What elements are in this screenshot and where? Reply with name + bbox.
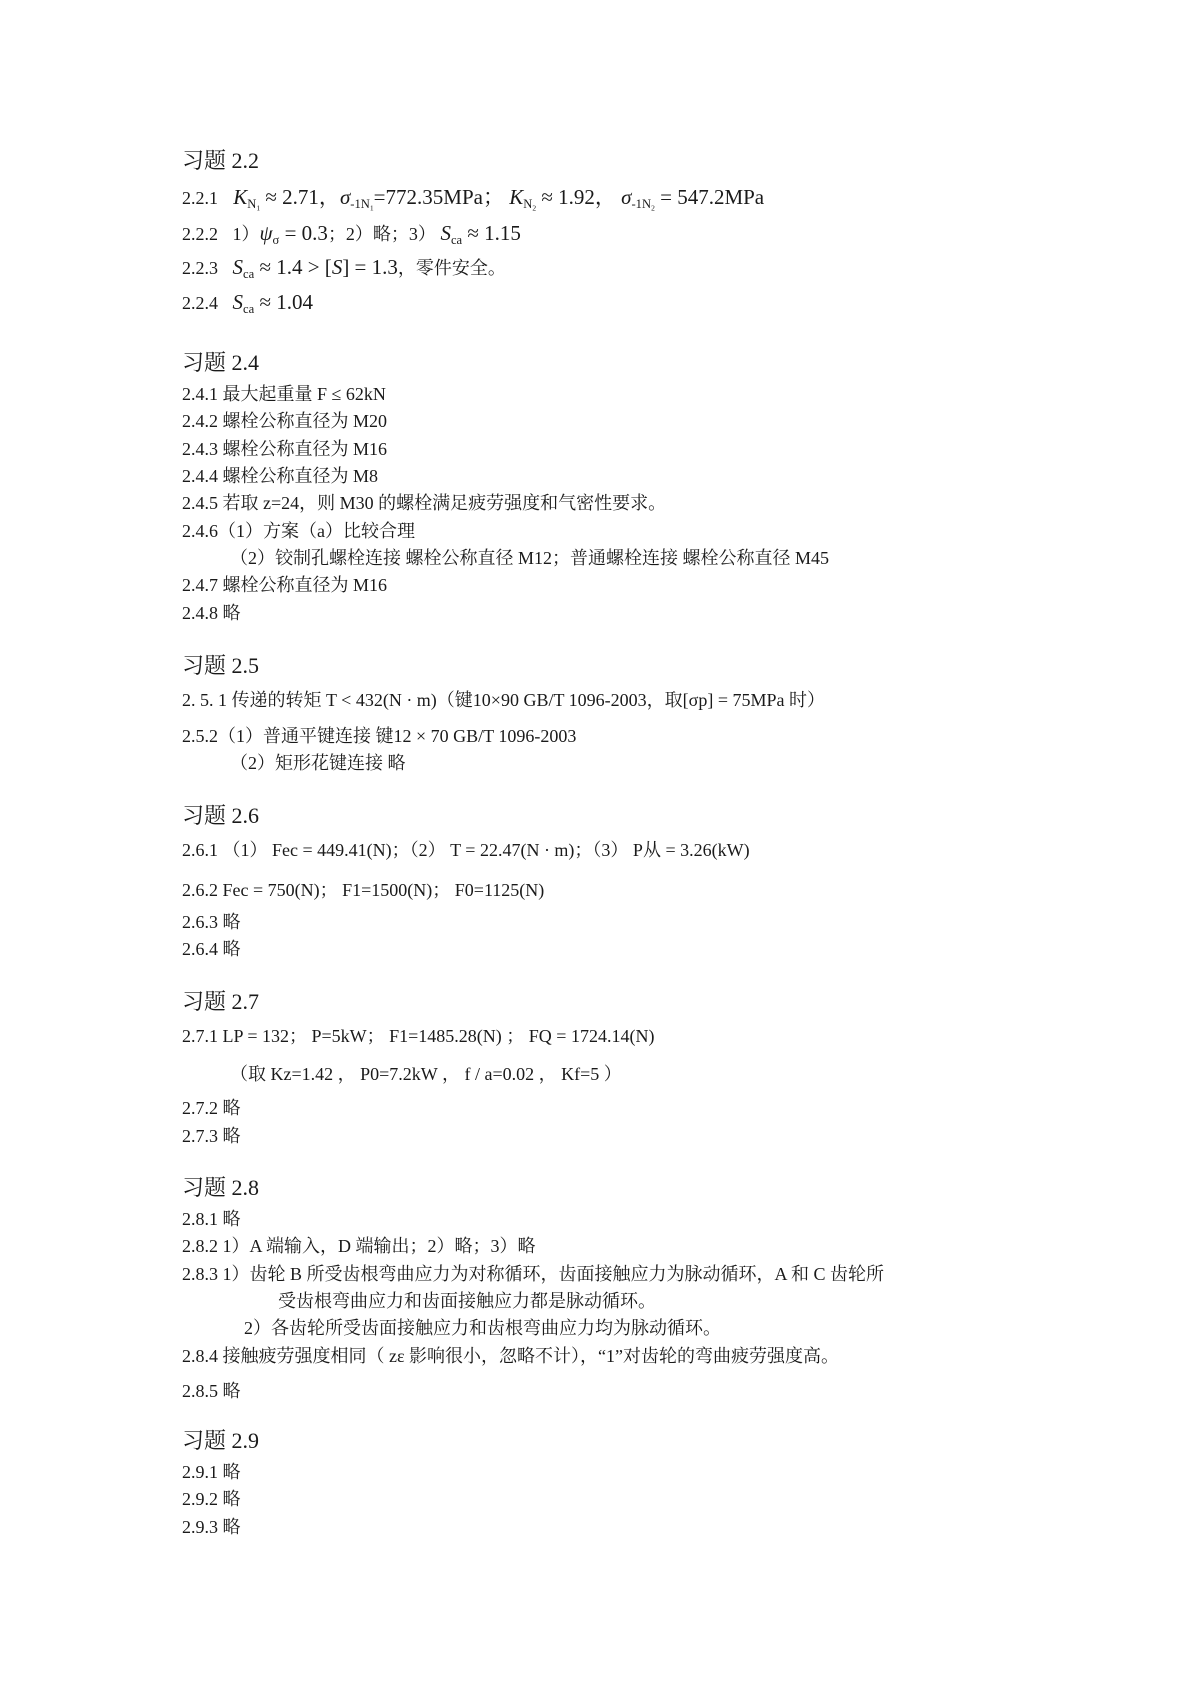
answer-2-4-6: 2.4.6（1）方案（a）比较合理 [182, 521, 415, 541]
answer-2-6-3: 2.6.3 略 [182, 912, 241, 932]
answer-2-4-6-part2: （2）铰制孔螺栓连接 螺栓公称直径 M12；普通螺栓连接 螺栓公称直径 M45 [230, 548, 830, 568]
section-2-7 [182, 988, 1082, 1146]
answer-2-4-5: 2.4.5 若取 z=24，则 M30 的螺栓满足疲劳强度和气密性要求。 [182, 493, 667, 513]
answer-2-6-4: 2.6.4 略 [182, 939, 241, 959]
answer-2-9-2: 2.9.2 略 [182, 1489, 241, 1509]
section-2-4 [182, 349, 1082, 623]
answer-2-7-3: 2.7.3 略 [182, 1126, 241, 1146]
answer-2-6-2: 2.6.2 Fec = 750(N)； F1=1500(N)； F0=1125(N) [182, 880, 545, 900]
answer-2-8-3-part2: 2）各齿轮所受齿面接触应力和齿根弯曲应力均为脉动循环。 [244, 1318, 721, 1338]
answer-2-8-4: 2.8.4 接触疲劳强度相同（ zε 影响很小，忽略不计），“1”对齿轮的弯曲疲劳强度高。 [182, 1346, 840, 1366]
section-2-6 [182, 802, 1082, 959]
answer-2-2-1: 2.2.1 $K_{N_1} \approx 2.71$，$\sigma_{-1N_1}=772.35MPa$； $K_{N_2} \approx 1.92$， $\sigma_{-1N_2} = 547.2MPa$ [182, 185, 765, 213]
section-heading: 习题 2.7 [182, 989, 260, 1014]
answer-2-9-1: 2.9.1 略 [182, 1462, 241, 1482]
section-heading: 习题 2.9 [182, 1428, 260, 1453]
answer-2-2-2: 2.2.2 $1)\psi_\sigma = 0.3$；2）略；3） $S_{ca} \approx 1.15$ [182, 221, 521, 247]
answer-2-7-1: 2.7.1 LP = 132； P=5kW； F1=1485.28(N) ； FQ = 1724.14(N) [182, 1026, 655, 1046]
section-heading: 习题 2.5 [182, 653, 260, 678]
answer-2-8-1: 2.8.1 略 [182, 1209, 241, 1229]
answer-2-6-1: 2.6.1 （1） Fec = 449.41(N)；（2） T = 22.47(N · m)；（3） P从 = 3.26(kW) [182, 840, 750, 860]
section-heading: 习题 2.8 [182, 1175, 260, 1200]
answer-2-5-1: 2. 5. 1 传递的转矩 T < 432(N · m)（键10×90 GB/T 1096-2003，取[σp] = 75MPa 时） [182, 690, 825, 710]
answer-2-4-8: 2.4.8 略 [182, 603, 241, 623]
section-heading: 习题 2.6 [182, 803, 260, 828]
answer-2-4-1: 2.4.1 最大起重量 F ≤ 62kN [182, 384, 386, 404]
section-heading: 习题 2.2 [182, 148, 260, 173]
section-2-2 [182, 147, 1082, 316]
answer-2-8-2: 2.8.2 1）A 端输入，D 端输出；2）略；3）略 [182, 1236, 536, 1256]
answer-2-2-4: 2.2.4 $S_{ca} \approx 1.04$ [182, 290, 313, 316]
answer-2-9-3: 2.9.3 略 [182, 1517, 241, 1537]
section-2-9 [182, 1427, 1082, 1537]
answer-2-4-3: 2.4.3 螺栓公称直径为 M16 [182, 439, 388, 459]
answer-2-7-2: 2.7.2 略 [182, 1098, 241, 1118]
answer-2-8-3-cont: 受齿根弯曲应力和齿面接触应力都是脉动循环。 [278, 1291, 656, 1311]
answer-2-4-2: 2.4.2 螺栓公称直径为 M20 [182, 411, 388, 431]
answer-2-4-4: 2.4.4 螺栓公称直径为 M8 [182, 466, 379, 486]
section-heading: 习题 2.4 [182, 350, 260, 375]
answer-2-8-3: 2.8.3 1）齿轮 B 所受齿根弯曲应力为对称循环，齿面接触应力为脉动循环，A 和 C 齿轮所 [182, 1264, 885, 1284]
answer-2-4-7: 2.4.7 螺栓公称直径为 M16 [182, 575, 388, 595]
answer-2-5-2: 2.5.2（1）普通平键连接 键12 × 70 GB/T 1096-2003 [182, 726, 577, 746]
section-2-5 [182, 652, 1082, 773]
answer-2-2-3: 2.2.3 $S_{ca} \approx 1.4 > [S] = 1.3$，零件安全。 [182, 255, 506, 281]
answer-2-5-2-part2: （2）矩形花键连接 略 [230, 753, 406, 773]
section-2-8 [182, 1174, 1082, 1401]
answer-2-8-5: 2.8.5 略 [182, 1381, 241, 1401]
answer-2-7-1-note: （取 Kz=1.42 ， P0=7.2kW ， f / a=0.02 ， Kf=5 ） [230, 1064, 622, 1084]
